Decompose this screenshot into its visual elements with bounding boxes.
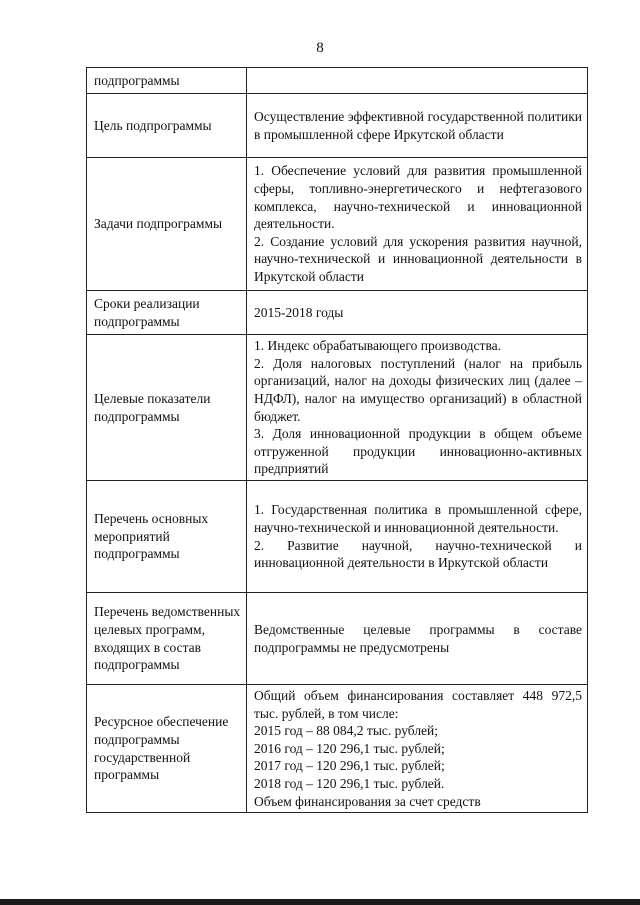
- funding-year-2018: 2018 год – 120 296,1 тыс. рублей.: [254, 775, 445, 791]
- funding-year-2015: 2015 год – 88 084,2 тыс. рублей;: [254, 723, 439, 739]
- task-item-1: 1. Обеспечение условий для развития промышленной сферы, топливно-энергетического и нефтегазового комплекса, научно-технической и инновационной деятельности.: [254, 163, 582, 232]
- row-label-timeline: Сроки реализации подпрограммы: [87, 291, 247, 335]
- indicator-item-2: 2. Доля налоговых поступлений (налог на прибыль организаций, налог на доходы физических лиц (далее – НДФЛ), налог на имущество организаций) в областной бюджет.: [254, 355, 582, 424]
- departmental-programs-text: Ведомственные целевые программы в составе подпрограммы не предусмотрены: [254, 621, 582, 655]
- funding-year-2017: 2017 год – 120 296,1 тыс. рублей;: [254, 758, 445, 774]
- row-value-goal: [247, 94, 588, 158]
- table-row: [87, 685, 588, 813]
- row-value-resource-provision: [247, 685, 588, 813]
- indicator-item-3: 3. Доля инновационной продукции в общем объеме отгруженной продукции инновационно-активных предприятий: [254, 426, 582, 477]
- row-label-tasks: Задачи подпрограммы: [87, 158, 247, 291]
- task-item-2: 2. Создание условий для ускорения развития научной, научно-технической и инновационной деятельности в Иркутской области: [254, 233, 582, 284]
- table-row: [87, 593, 588, 685]
- funding-year-2016: 2016 год – 120 296,1 тыс. рублей;: [254, 740, 445, 756]
- row-value-empty: [247, 68, 588, 94]
- subprogram-passport-table: [86, 67, 588, 813]
- row-label-main-activities: Перечень основных мероприятий подпрограммы: [87, 481, 247, 593]
- row-value-main-activities: [247, 481, 588, 593]
- table-row: [87, 291, 588, 335]
- funding-total: Общий объем финансирования составляет 448 972,5 тыс. рублей, в том числе:: [254, 688, 582, 721]
- table-row: [87, 68, 588, 94]
- table-row: [87, 94, 588, 158]
- row-label-target-indicators: Целевые показатели подпрограммы: [87, 335, 247, 481]
- row-label-resource-provision: Ресурсное обеспечение подпрограммы государственной программы: [87, 685, 247, 813]
- scan-bottom-edge: [0, 899, 640, 905]
- row-value-departmental-programs: [247, 593, 588, 685]
- table-row: [87, 158, 588, 291]
- activity-item-1: 1. Государственная политика в промышленной сфере, научно-технической и инновационной деятельности.: [254, 502, 582, 535]
- row-value-tasks: [247, 158, 588, 291]
- row-label-goal: Цель подпрограммы: [87, 94, 247, 158]
- funding-sources-continued: Объем финансирования за счет средств: [254, 793, 481, 809]
- goal-text: Осуществление эффективной государственной политики в промышленной сфере Иркутской области: [254, 108, 582, 142]
- page-number: 8: [316, 40, 324, 56]
- row-label-header-continuation: подпрограммы: [87, 68, 247, 94]
- row-label-departmental-programs: Перечень ведомственных целевых программ, входящих в состав подпрограммы: [87, 593, 247, 685]
- row-value-timeline: [247, 291, 588, 335]
- row-value-target-indicators: [247, 335, 588, 481]
- indicator-item-1: 1. Индекс обрабатывающего производства.: [254, 338, 502, 354]
- activity-item-2: 2. Развитие научной, научно-технической и инновационной деятельности в Иркутской области: [254, 537, 582, 571]
- timeline-text: 2015-2018 годы: [254, 304, 344, 320]
- table-row: [87, 481, 588, 593]
- table-row: [87, 335, 588, 481]
